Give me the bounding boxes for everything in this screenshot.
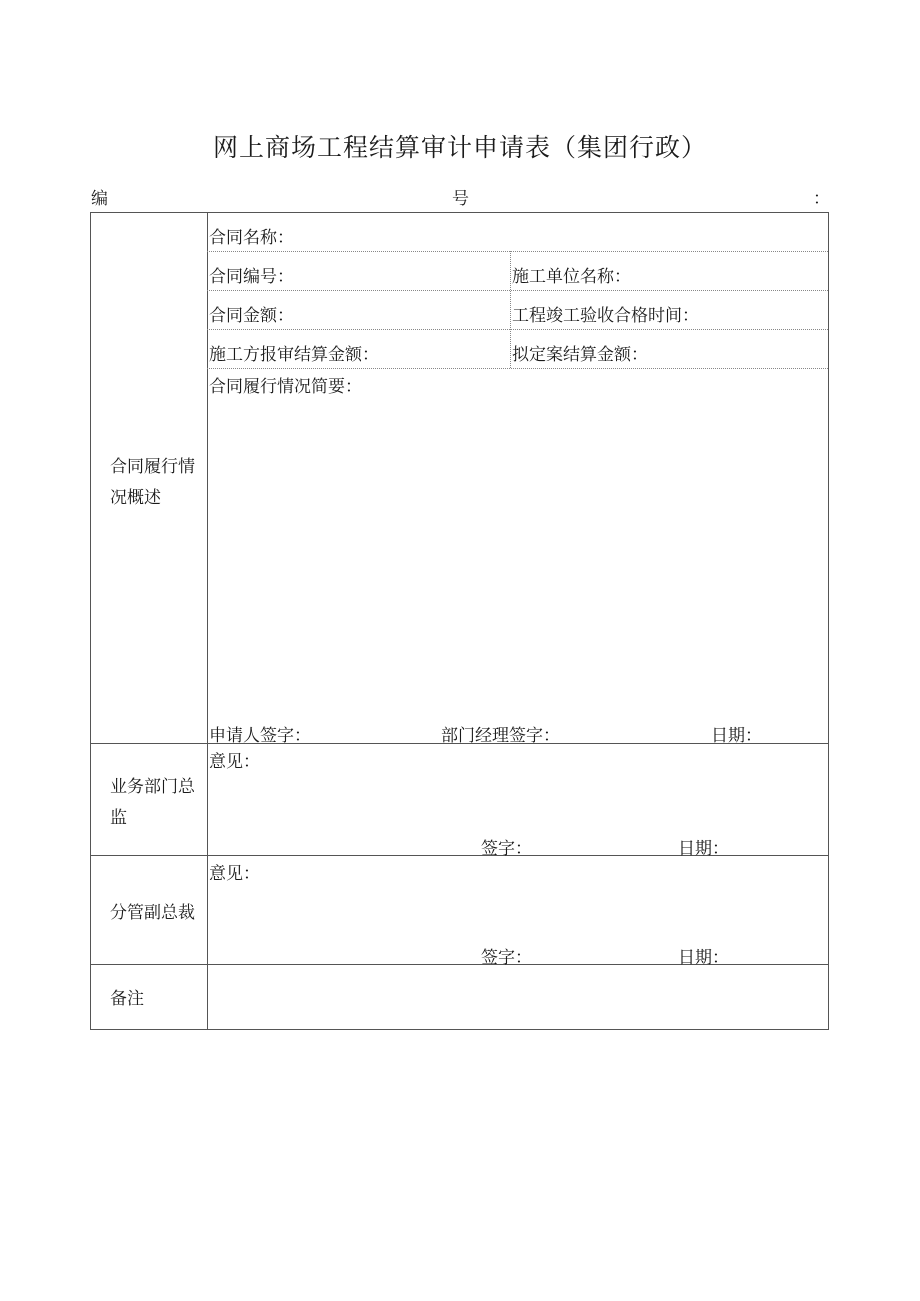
business-director-date-field[interactable]: 日期： bbox=[678, 839, 729, 859]
builder-settlement-amount-field[interactable]: 施工方报审结算金额： bbox=[209, 345, 379, 365]
serial-label-char-2: 号 bbox=[452, 189, 469, 209]
contractor-name-field[interactable]: 施工单位名称： bbox=[512, 267, 631, 287]
contract-name-field[interactable]: 合同名称： bbox=[209, 228, 294, 248]
table-top-border bbox=[90, 212, 829, 213]
column-divider bbox=[510, 251, 511, 368]
page-title: 网上商场工程结算审计申请表（集团行政） bbox=[212, 133, 707, 162]
table-right-border bbox=[828, 212, 829, 1029]
row-divider bbox=[207, 251, 828, 252]
table-bottom-border bbox=[90, 1029, 829, 1030]
contract-no-field[interactable]: 合同编号： bbox=[209, 267, 294, 287]
vice-president-signature-field[interactable]: 签字： bbox=[481, 948, 532, 968]
business-director-opinion-field[interactable]: 意见： bbox=[209, 752, 260, 772]
completion-time-field[interactable]: 工程竣工验收合格时间： bbox=[512, 306, 699, 326]
applicant-signature-field[interactable]: 申请人签字： bbox=[209, 726, 311, 746]
manager-signature-field[interactable]: 部门经理签字： bbox=[441, 726, 560, 746]
business-director-signature-field[interactable]: 签字： bbox=[481, 839, 532, 859]
performance-section-label: 合同履行情况概述 bbox=[110, 457, 195, 508]
vice-president-opinion-field[interactable]: 意见： bbox=[209, 864, 260, 884]
remarks-field[interactable] bbox=[209, 966, 827, 1028]
performance-summary-field[interactable]: 合同履行情况简要： bbox=[209, 377, 362, 397]
serial-colon: ： bbox=[813, 189, 830, 209]
table-left-border bbox=[90, 212, 91, 1029]
row-divider bbox=[207, 290, 828, 291]
serial-label-char-1: 编 bbox=[91, 189, 108, 209]
performance-date-field[interactable]: 日期： bbox=[711, 726, 762, 746]
business-director-label: 业务部门总监 bbox=[110, 777, 195, 828]
contract-amount-field[interactable]: 合同金额： bbox=[209, 306, 294, 326]
vice-president-label: 分管副总裁 bbox=[110, 903, 195, 923]
label-column-divider bbox=[207, 212, 208, 1029]
row-divider bbox=[207, 329, 828, 330]
vice-president-date-field[interactable]: 日期： bbox=[678, 948, 729, 968]
row-divider bbox=[207, 368, 828, 369]
remarks-label: 备注 bbox=[110, 989, 144, 1009]
proposed-settlement-amount-field[interactable]: 拟定案结算金额： bbox=[512, 345, 648, 365]
